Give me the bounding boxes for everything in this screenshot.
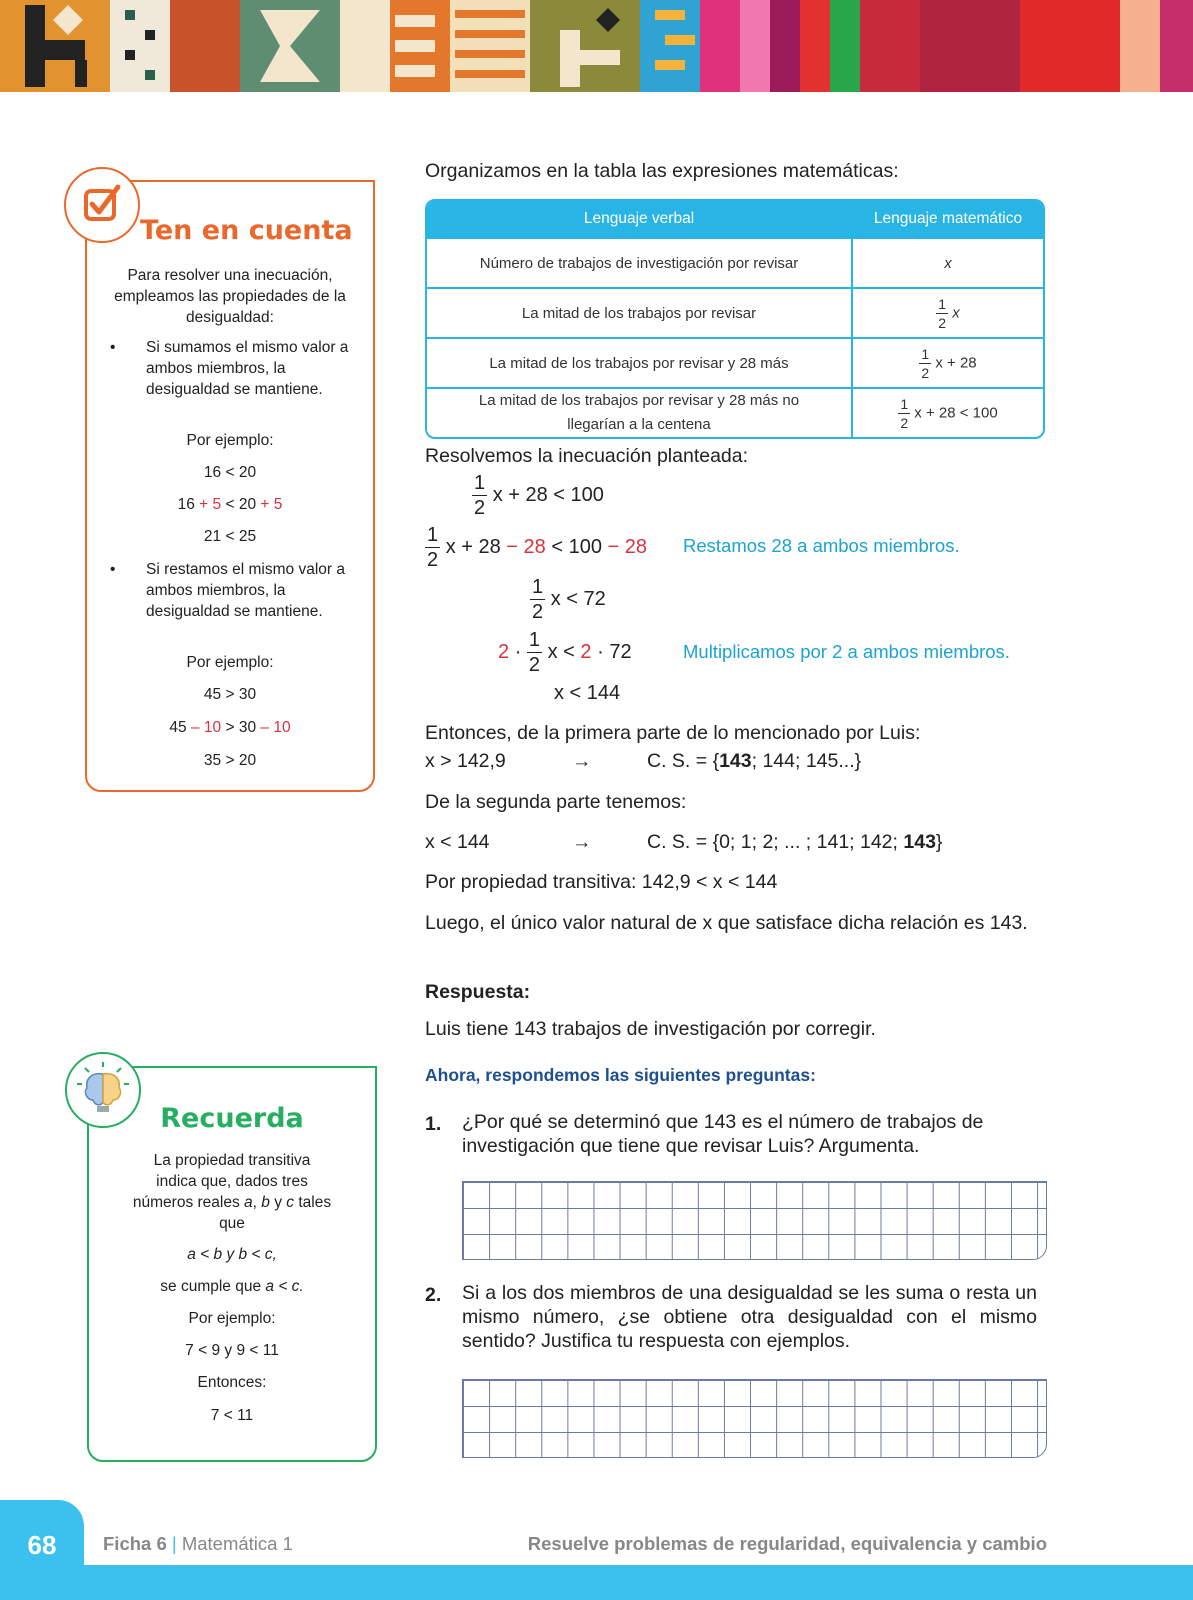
arrow-icon: →	[572, 831, 592, 853]
example-1b: 16 + 5 < 20 + 5	[177, 496, 283, 513]
transitiva-text: Por propiedad transitiva: 142,9 < x < 144	[425, 871, 778, 893]
recuerda-entonces: Entonces:	[197, 1374, 267, 1391]
respuesta-label: Respuesta:	[425, 981, 531, 1003]
row-verbal: Número de trabajos de investigación por revisar	[427, 237, 853, 287]
step-1: $\frac{1}{2}$ x + 28 < 100	[474, 472, 604, 519]
q1-text: ¿Por qué se determinó que 143 es el número de trabajos de investigación que tiene que revisar Luis? Argumenta.	[462, 1111, 984, 1157]
row-verbal: La mitad de los trabajos por revisar y 28 más	[427, 337, 853, 387]
row-math: $\frac{1}{2}$ x + 28	[853, 337, 1043, 387]
woven-textile-banner	[0, 0, 1193, 92]
luego-text: Luego, el único valor natural de x que satisface dicha relación es 143.	[425, 912, 1028, 934]
page-number: 68	[0, 1500, 84, 1600]
answer-grid-2[interactable]	[462, 1379, 1047, 1458]
table-row	[427, 287, 1043, 337]
row-verbal: La mitad de los trabajos por revisar y 28 más no llegarían a la centena	[427, 387, 853, 437]
recuerda-example: 7 < 9 y 9 < 11	[185, 1342, 279, 1359]
cs1-set: C. S. = {143; 144; 145...}	[647, 750, 862, 772]
bullet-dot: •	[110, 339, 116, 356]
checkbox-icon	[64, 167, 140, 243]
table-row	[427, 387, 1043, 437]
example-1c: 21 < 25	[203, 528, 257, 545]
ahora-heading: Ahora, respondemos las siguientes preguntas:	[425, 1065, 816, 1085]
q2-text: Si a los dos miembros de una desigualdad se les suma o resta un mismo número, ¿se obtiene otra desigualdad con el mismo sentido? Justifica tu respuesta con ejemplos.	[462, 1282, 1037, 1352]
cs2-ineq: x < 144	[425, 831, 490, 853]
recuerda-condition: a < b y b < c,	[187, 1246, 277, 1263]
header-matematico: Lenguaje matemático	[853, 201, 1043, 237]
cs1-ineq: x > 142,9	[425, 750, 506, 772]
footer-competence: Resuelve problemas de regularidad, equivalencia y cambio	[527, 1533, 1047, 1554]
ejemplo-label-1: Por ejemplo:	[186, 432, 274, 449]
answer-grid-1[interactable]	[462, 1181, 1047, 1260]
step-5: x < 144	[554, 682, 621, 704]
arrow-icon: →	[572, 750, 592, 772]
q2-number: 2.	[425, 1284, 442, 1306]
recuerda-intro: La propiedad transitiva indica que, dados tres números reales a, b y c tales que	[132, 1152, 332, 1232]
textile-motifs	[0, 0, 1193, 92]
ejemplo-label-2: Por ejemplo:	[186, 654, 274, 671]
example-1a: 16 < 20	[203, 464, 257, 481]
footer-bar	[0, 1565, 1193, 1600]
entonces-text: Entonces, de la primera parte de lo mencionado por Luis:	[425, 722, 921, 744]
recuerda-ejemplo-label: Por ejemplo:	[188, 1310, 276, 1327]
example-2a: 45 > 30	[203, 686, 257, 703]
respuesta-text: Luis tiene 143 trabajos de investigación por corregir.	[425, 1018, 876, 1040]
step-4-note: Multiplicamos por 2 a ambos miembros.	[683, 641, 1010, 662]
row-verbal: La mitad de los trabajos por revisar	[427, 287, 853, 337]
recuerda-result: 7 < 11	[210, 1407, 254, 1424]
recuerda-title: Recuerda	[160, 1103, 304, 1134]
segunda-text: De la segunda parte tenemos:	[425, 791, 687, 813]
table-intro: Organizamos en la tabla las expresiones matemáticas:	[425, 160, 899, 182]
row-math: x	[853, 237, 1043, 287]
row-math: $\frac{1}{2}$ x + 28 < 100	[853, 387, 1043, 437]
row-math: $\frac{1}{2}$ x	[853, 287, 1043, 337]
ten-en-cuenta-title: Ten en cuenta	[140, 215, 353, 246]
example-2c: 35 > 20	[203, 752, 257, 769]
table-row	[427, 237, 1043, 287]
example-2b: 45 – 10 > 30 – 10	[169, 719, 291, 736]
recuerda-cumple: se cumple que a < c.	[160, 1278, 304, 1295]
bullet-dot: •	[110, 561, 116, 578]
header-verbal: Lenguaje verbal	[427, 201, 853, 237]
cs2-set: C. S. = {0; 1; 2; ... ; 141; 142; 143}	[647, 831, 943, 853]
step-2: $\frac{1}{2}$ x + 28 − 28 < 100 − 28	[427, 524, 647, 571]
table-row	[427, 337, 1043, 387]
step-2-note: Restamos 28 a ambos miembros.	[683, 535, 960, 556]
bullet-resta: Si restamos el mismo valor a ambos miembros, la desigualdad se mantiene.	[146, 561, 345, 620]
q1-number: 1.	[425, 1113, 442, 1135]
expressions-table	[425, 199, 1045, 439]
step-3: $\frac{1}{2}$ x < 72	[532, 576, 606, 623]
footer-left: Ficha 6 | Matemática 1	[103, 1533, 293, 1554]
bullet-suma: Si sumamos el mismo valor a ambos miembros, la desigualdad se mantiene.	[146, 339, 349, 398]
step-4: 2 · $\frac{1}{2}$ x < 2 · 72	[498, 629, 632, 676]
ten-en-cuenta-intro: Para resolver una inecuación, empleamos las propiedades de la desigualdad:	[114, 267, 346, 326]
resolvemos-text: Resolvemos la inecuación planteada:	[425, 445, 749, 467]
